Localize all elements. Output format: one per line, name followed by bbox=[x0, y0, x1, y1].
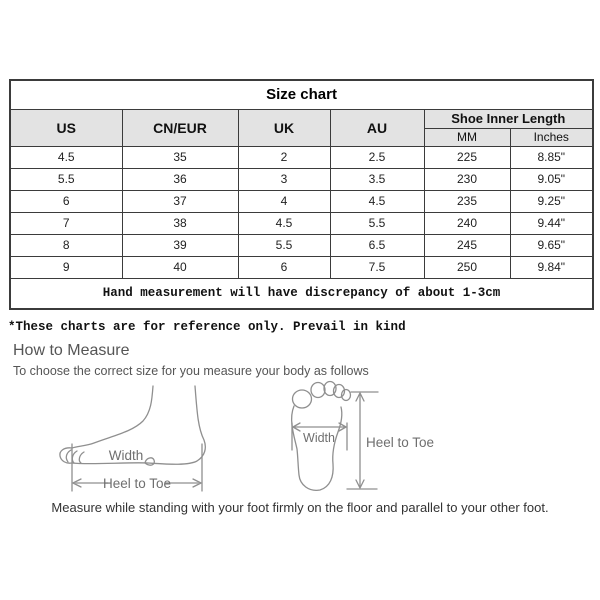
cell-au: 2.5 bbox=[330, 146, 424, 168]
measurement-discrepancy-note: Hand measurement will have discrepancy of about 1-3cm bbox=[10, 278, 593, 309]
toe-lines bbox=[66, 450, 84, 463]
how-to-measure-subtitle: To choose the correct size for you measure your body as follows bbox=[13, 364, 369, 378]
cell-us: 7 bbox=[10, 212, 122, 234]
cell-inches: 9.44" bbox=[510, 212, 593, 234]
cell-inches: 9.05" bbox=[510, 168, 593, 190]
measuring-instruction-caption: Measure while standing with your foot firmly on the floor and parallel to your other foot. bbox=[51, 500, 549, 515]
heel-to-toe-label: Heel to Toe bbox=[102, 476, 172, 491]
toe bbox=[311, 383, 325, 398]
cell-au: 6.5 bbox=[330, 234, 424, 256]
cell-uk: 5.5 bbox=[238, 234, 330, 256]
cell-uk: 3 bbox=[238, 168, 330, 190]
arch-detail bbox=[145, 458, 154, 465]
cell-mm: 225 bbox=[424, 146, 510, 168]
cell-us: 8 bbox=[10, 234, 122, 256]
heel-to-toe-label: Heel to Toe bbox=[366, 435, 435, 450]
table-row bbox=[10, 146, 593, 168]
col-header-us: US bbox=[10, 109, 122, 146]
big-toe bbox=[293, 390, 312, 408]
cell-uk: 2 bbox=[238, 146, 330, 168]
reference-only-note: *These charts are for reference only. Prevail in kind bbox=[8, 320, 406, 334]
width-label: Width bbox=[108, 448, 144, 463]
cell-mm: 240 bbox=[424, 212, 510, 234]
cell-cn-eur: 36 bbox=[122, 168, 238, 190]
cell-us: 6 bbox=[10, 190, 122, 212]
how-to-measure-heading: How to Measure bbox=[13, 342, 130, 359]
cell-mm: 235 bbox=[424, 190, 510, 212]
foot-side-view-diagram bbox=[50, 380, 230, 500]
cell-au: 5.5 bbox=[330, 212, 424, 234]
cell-inches: 9.65" bbox=[510, 234, 593, 256]
cell-cn-eur: 38 bbox=[122, 212, 238, 234]
cell-mm: 245 bbox=[424, 234, 510, 256]
table-title-row bbox=[10, 80, 593, 109]
size-chart-table bbox=[9, 79, 594, 310]
cell-uk: 4.5 bbox=[238, 212, 330, 234]
cell-us: 9 bbox=[10, 256, 122, 278]
cell-cn-eur: 40 bbox=[122, 256, 238, 278]
cell-inches: 8.85" bbox=[510, 146, 593, 168]
col-header-shoe-inner-length: Shoe Inner Length bbox=[424, 109, 593, 128]
size-chart-title: Size chart bbox=[10, 80, 593, 109]
cell-us: 5.5 bbox=[10, 168, 122, 190]
table-row bbox=[10, 190, 593, 212]
cell-au: 7.5 bbox=[330, 256, 424, 278]
col-header-uk: UK bbox=[238, 109, 330, 146]
cell-uk: 6 bbox=[238, 256, 330, 278]
cell-au: 3.5 bbox=[330, 168, 424, 190]
table-row bbox=[10, 212, 593, 234]
cell-cn-eur: 37 bbox=[122, 190, 238, 212]
col-header-inches: Inches bbox=[510, 128, 593, 146]
table-row bbox=[10, 168, 593, 190]
cell-cn-eur: 35 bbox=[122, 146, 238, 168]
cell-cn-eur: 39 bbox=[122, 234, 238, 256]
cell-mm: 230 bbox=[424, 168, 510, 190]
table-footer-row bbox=[10, 278, 593, 309]
col-header-cn-eur: CN/EUR bbox=[122, 109, 238, 146]
footprint-outline bbox=[292, 406, 342, 490]
cell-inches: 9.25" bbox=[510, 190, 593, 212]
foot-instep-line bbox=[72, 386, 153, 448]
table-row bbox=[10, 256, 593, 278]
table-row bbox=[10, 234, 593, 256]
cell-uk: 4 bbox=[238, 190, 330, 212]
cell-mm: 250 bbox=[424, 256, 510, 278]
col-header-au: AU bbox=[330, 109, 424, 146]
foot-top-view-diagram bbox=[280, 378, 450, 498]
col-header-mm: MM bbox=[424, 128, 510, 146]
width-label: Width bbox=[303, 431, 335, 445]
cell-inches: 9.84" bbox=[510, 256, 593, 278]
cell-au: 4.5 bbox=[330, 190, 424, 212]
table-header-row bbox=[10, 109, 593, 128]
cell-us: 4.5 bbox=[10, 146, 122, 168]
